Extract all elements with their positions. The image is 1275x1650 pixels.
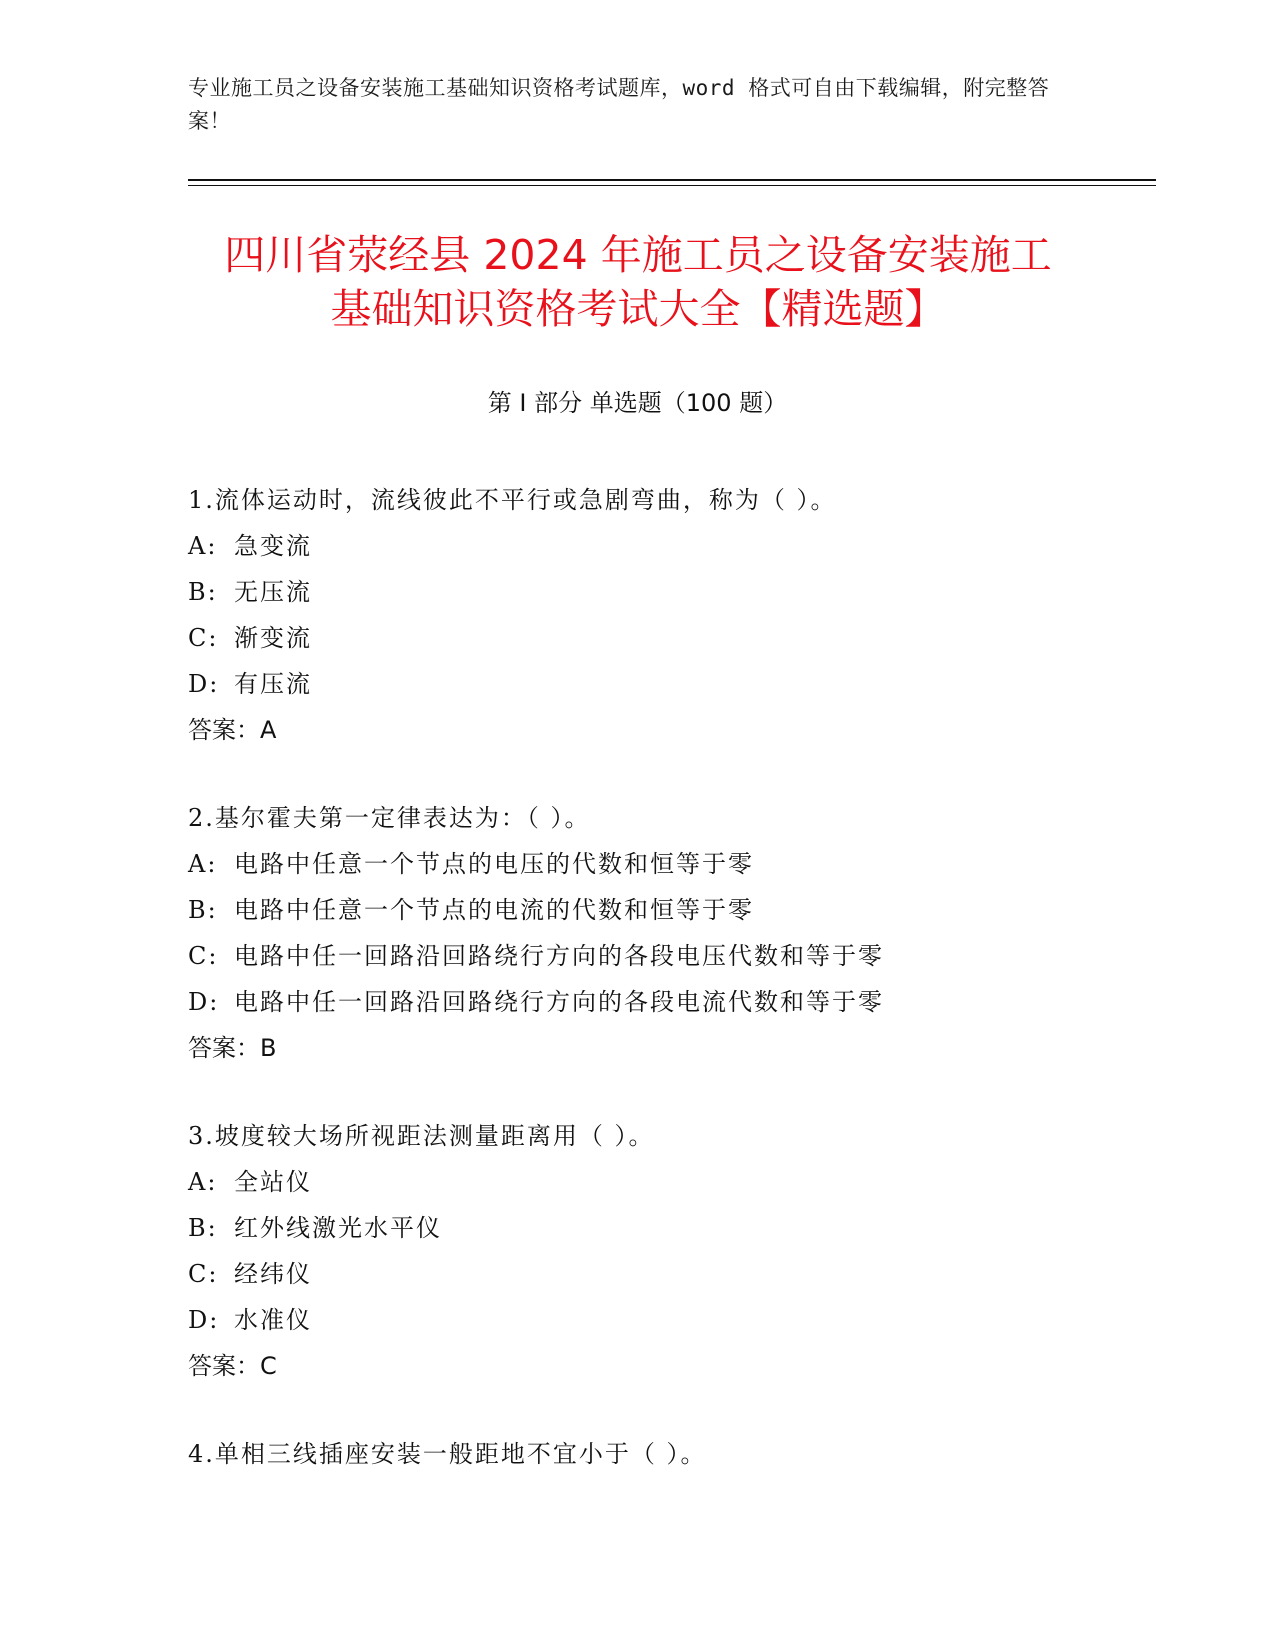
option-text: 渐变流: [234, 624, 312, 652]
answer-value: C: [260, 1352, 277, 1380]
option-d: [188, 979, 1188, 1025]
option-a: [188, 841, 1188, 887]
answer-line: [188, 1343, 1188, 1389]
option-text: 电路中任意一个节点的电压的代数和恒等于零: [234, 850, 754, 878]
answer-value: A: [260, 716, 277, 744]
option-letter: A:: [188, 532, 218, 560]
option-letter: C:: [188, 624, 219, 652]
header-rule-thick: [188, 179, 1156, 181]
answer-value: B: [260, 1034, 277, 1062]
question-stem: 2.基尔霍夫第一定律表达为：（ ）。: [188, 804, 591, 832]
option-text: 电路中任一回路沿回路绕行方向的各段电流代数和等于零: [234, 988, 884, 1016]
option-letter: B:: [188, 896, 218, 924]
question-4: [188, 1431, 1188, 1477]
question-1: [188, 477, 1188, 753]
option-text: 水准仪: [234, 1306, 312, 1334]
option-c: [188, 1251, 1188, 1297]
option-c: [188, 615, 1188, 661]
header-note: 专业施工员之设备安装施工基础知识资格考试题库，word 格式可自由下载编辑，附完整答案！: [188, 76, 1050, 133]
option-b: [188, 1205, 1188, 1251]
document-title: [188, 228, 1088, 336]
question-stem: 3.坡度较大场所视距法测量距离用（ ）。: [188, 1122, 655, 1150]
question-2: [188, 795, 1188, 1071]
option-d: [188, 1297, 1188, 1343]
option-text: 电路中任意一个节点的电流的代数和恒等于零: [234, 896, 754, 924]
answer-prefix: 答案：: [188, 1034, 260, 1062]
question-list: [188, 477, 1188, 1519]
answer-line: [188, 1025, 1188, 1071]
option-text: 急变流: [234, 532, 312, 560]
option-b: [188, 569, 1188, 615]
option-letter: A:: [188, 850, 218, 878]
option-b: [188, 887, 1188, 933]
option-letter: C:: [188, 942, 219, 970]
section-title: 第 I 部分 单选题（100 题）: [487, 389, 788, 417]
option-letter: D:: [188, 988, 220, 1016]
answer-prefix: 答案：: [188, 1352, 260, 1380]
option-letter: D:: [188, 670, 220, 698]
answer-line: [188, 707, 1188, 753]
option-letter: B:: [188, 578, 218, 606]
question-3: [188, 1113, 1188, 1389]
option-d: [188, 661, 1188, 707]
option-text: 红外线激光水平仪: [234, 1214, 442, 1242]
option-letter: C:: [188, 1260, 219, 1288]
document-title-line-1: 四川省荥经县 2024 年施工员之设备安装施工: [224, 231, 1052, 279]
question-stem: 4.单相三线插座安装一般距地不宜小于（ ）。: [188, 1440, 707, 1468]
option-letter: B:: [188, 1214, 218, 1242]
option-a: [188, 523, 1188, 569]
answer-prefix: 答案：: [188, 716, 260, 744]
option-text: 有压流: [234, 670, 312, 698]
question-stem: 1.流体运动时，流线彼此不平行或急剧弯曲，称为（ ）。: [188, 486, 837, 514]
document-title-line-2: 基础知识资格考试大全【精选题】: [330, 285, 946, 333]
header-rule-thin: [188, 185, 1156, 186]
option-text: 电路中任一回路沿回路绕行方向的各段电压代数和等于零: [234, 942, 884, 970]
option-a: [188, 1159, 1188, 1205]
option-letter: D:: [188, 1306, 220, 1334]
option-text: 经纬仪: [234, 1260, 312, 1288]
option-c: [188, 933, 1188, 979]
option-letter: A:: [188, 1168, 218, 1196]
option-text: 无压流: [234, 578, 312, 606]
option-text: 全站仪: [234, 1168, 312, 1196]
